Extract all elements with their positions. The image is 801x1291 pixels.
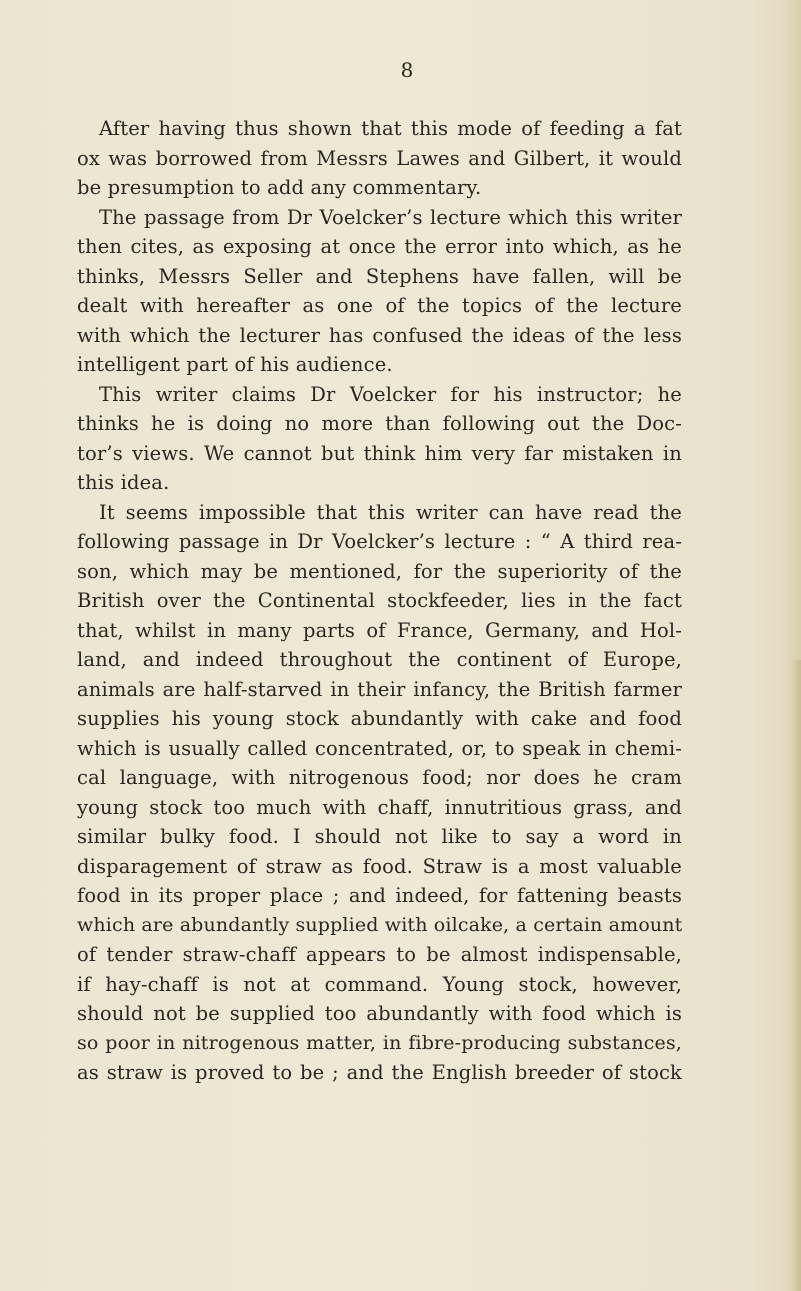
text-line: animals are half-starved in their infancy, the British farmer <box>77 677 682 701</box>
text-line: It seems impossible that this writer can have read the <box>99 500 682 524</box>
text-line: young stock too much with chaff, innutritious grass, and <box>77 795 682 819</box>
text-line: dealt with hereafter as one of the topics of the lecture <box>77 294 682 317</box>
text-line: After having thus shown that this mode of feeding a fat <box>99 117 682 140</box>
text-line: as straw is proved to be ; and the English breeder of stock <box>77 1061 682 1084</box>
text-line: this idea. <box>77 471 170 494</box>
text-line: which is usually called concentrated, or, to speak in chemi- <box>77 736 682 760</box>
text-line: so poor in nitrogenous matter, in fibre-producing substances, <box>77 1031 682 1054</box>
text-line: be presumption to add any commentary. <box>77 176 482 199</box>
text-line: cal language, with nitrogenous food; nor does he cram <box>77 766 682 789</box>
body-text <box>77 114 682 1088</box>
text-line: This writer claims Dr Voelcker for his instructor; he <box>99 382 682 406</box>
page-edge-shadow <box>791 660 801 1291</box>
page-number: 8 <box>400 58 414 82</box>
text-line: if hay-chaff is not at command. Young stock, however, <box>77 972 682 996</box>
text-line: disparagement of straw as food. Straw is a most valuable <box>77 854 682 878</box>
text-line: similar bulky food. I should not like to say a word in <box>77 825 682 848</box>
text-line: with which the lecturer has confused the ideas of the less <box>77 323 682 347</box>
text-line: ox was borrowed from Messrs Lawes and Gilbert, it would <box>77 146 682 170</box>
text-line: land, and indeed throughout the continent of Europe, <box>77 648 682 671</box>
text-line: tor’s views. We cannot but think him very far mistaken in <box>77 441 682 465</box>
text-line: son, which may be mentioned, for the superiority of the <box>77 559 682 583</box>
text-line: that, whilst in many parts of France, Germany, and Hol- <box>77 618 682 642</box>
text-line: food in its proper place ; and indeed, for fattening beasts <box>77 884 682 907</box>
text-line: following passage in Dr Voelcker’s lecture : “ A third rea- <box>77 530 682 553</box>
text-line: thinks, Messrs Seller and Stephens have fallen, will be <box>77 264 682 288</box>
text-line: of tender straw-chaff appears to be almost indispensable, <box>77 943 682 966</box>
text-line: British over the Continental stockfeeder, lies in the fact <box>77 589 682 612</box>
text-line: The passage from Dr Voelcker’s lecture which this writer <box>99 205 682 229</box>
text-line: intelligent part of his audience. <box>77 353 393 376</box>
text-line: supplies his young stock abundantly with cake and food <box>77 707 682 730</box>
text-line: which are abundantly supplied with oilcake, a certain amount <box>77 913 683 936</box>
text-line: then cites, as exposing at once the error into which, as he <box>77 235 682 258</box>
text-line: should not be supplied too abundantly with food which is <box>77 1002 682 1025</box>
text-line: thinks he is doing no more than following out the Doc- <box>77 412 682 435</box>
